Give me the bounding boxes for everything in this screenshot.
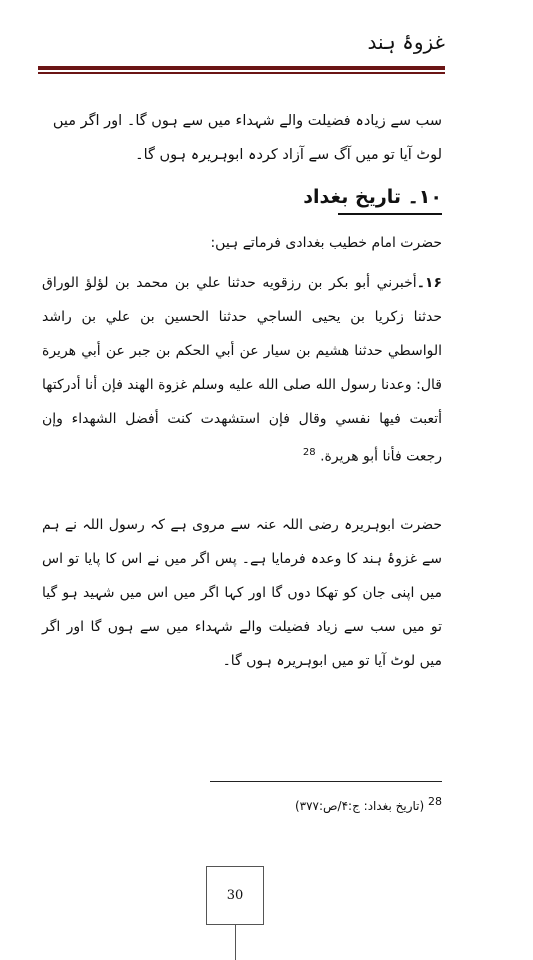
header-rule-thick [38,66,445,70]
section-heading: ۱۰۔ تاریخ بغداد [303,186,442,208]
footnote-text: (تاریخ بغداد: ج:۴/ص:۳۷۷) [294,799,425,813]
hadith-number: ۱۶۔ [416,275,442,291]
footnote-reference[interactable]: 28 [302,447,316,458]
footnote-rule [210,781,442,782]
heading-underline [338,213,442,215]
footnote [230,795,442,813]
urdu-translation: حضرت ابوہریرہ رضی اللہ عنہ سے مروی ہے کہ رسول اللہ نے ہم سے غزوۂ ہند کا وعدہ فرمایا ہے۔ پس اگر میں نے اس کا پایا تو اس میں اپنی جان کو تھکا دوں گا اور کہا اگر میں اس میں شہید ہو گیا تو میں سب سے زیاد فضیلت والے شہداء میں سے ہوں گا اور اگر میں لوٹ آیا تو میں ابوہریرہ ہوں گا۔ [42,517,442,669]
page-number-tail-line [235,924,236,960]
page-number-box [206,866,264,925]
page-number: 30 [226,888,244,903]
header-rule-thin [38,72,445,74]
running-head: غزوۂ ہند [367,30,445,54]
footnote-number: 28 [428,795,442,808]
hadith-text: أخبرني أبو بكر بن رزقويه حدثنا علي بن محمد بن لؤلؤ الوراق حدثنا زكريا بن يحيى الساجي حدثنا الحسين بن علي بن راشد الواسطي حدثنا هشيم بن سيار عن أبي الحكم بن جبر عن أبي هريرة قال: وعدنا رسول الله صلى الله عليه وسلم غزوة الهند فإن أنا أدركتها أتعبت فيها نفسي وقال فإن استشهدت كنت أفضل الشهداء وإن رجعت فأنا أبو هريرة. [42,275,442,465]
intro-line: حضرت امام خطیب بغدادی فرماتے ہیں: [210,235,442,251]
paragraph-continuation: سب سے زیادہ فضیلت والے شہداء میں سے ہوں گا۔ اور اگر میں لوٹ آیا تو میں آگ سے آزاد کردہ ابوہریرہ ہوں گا۔ [52,113,442,163]
arabic-hadith [42,266,442,474]
